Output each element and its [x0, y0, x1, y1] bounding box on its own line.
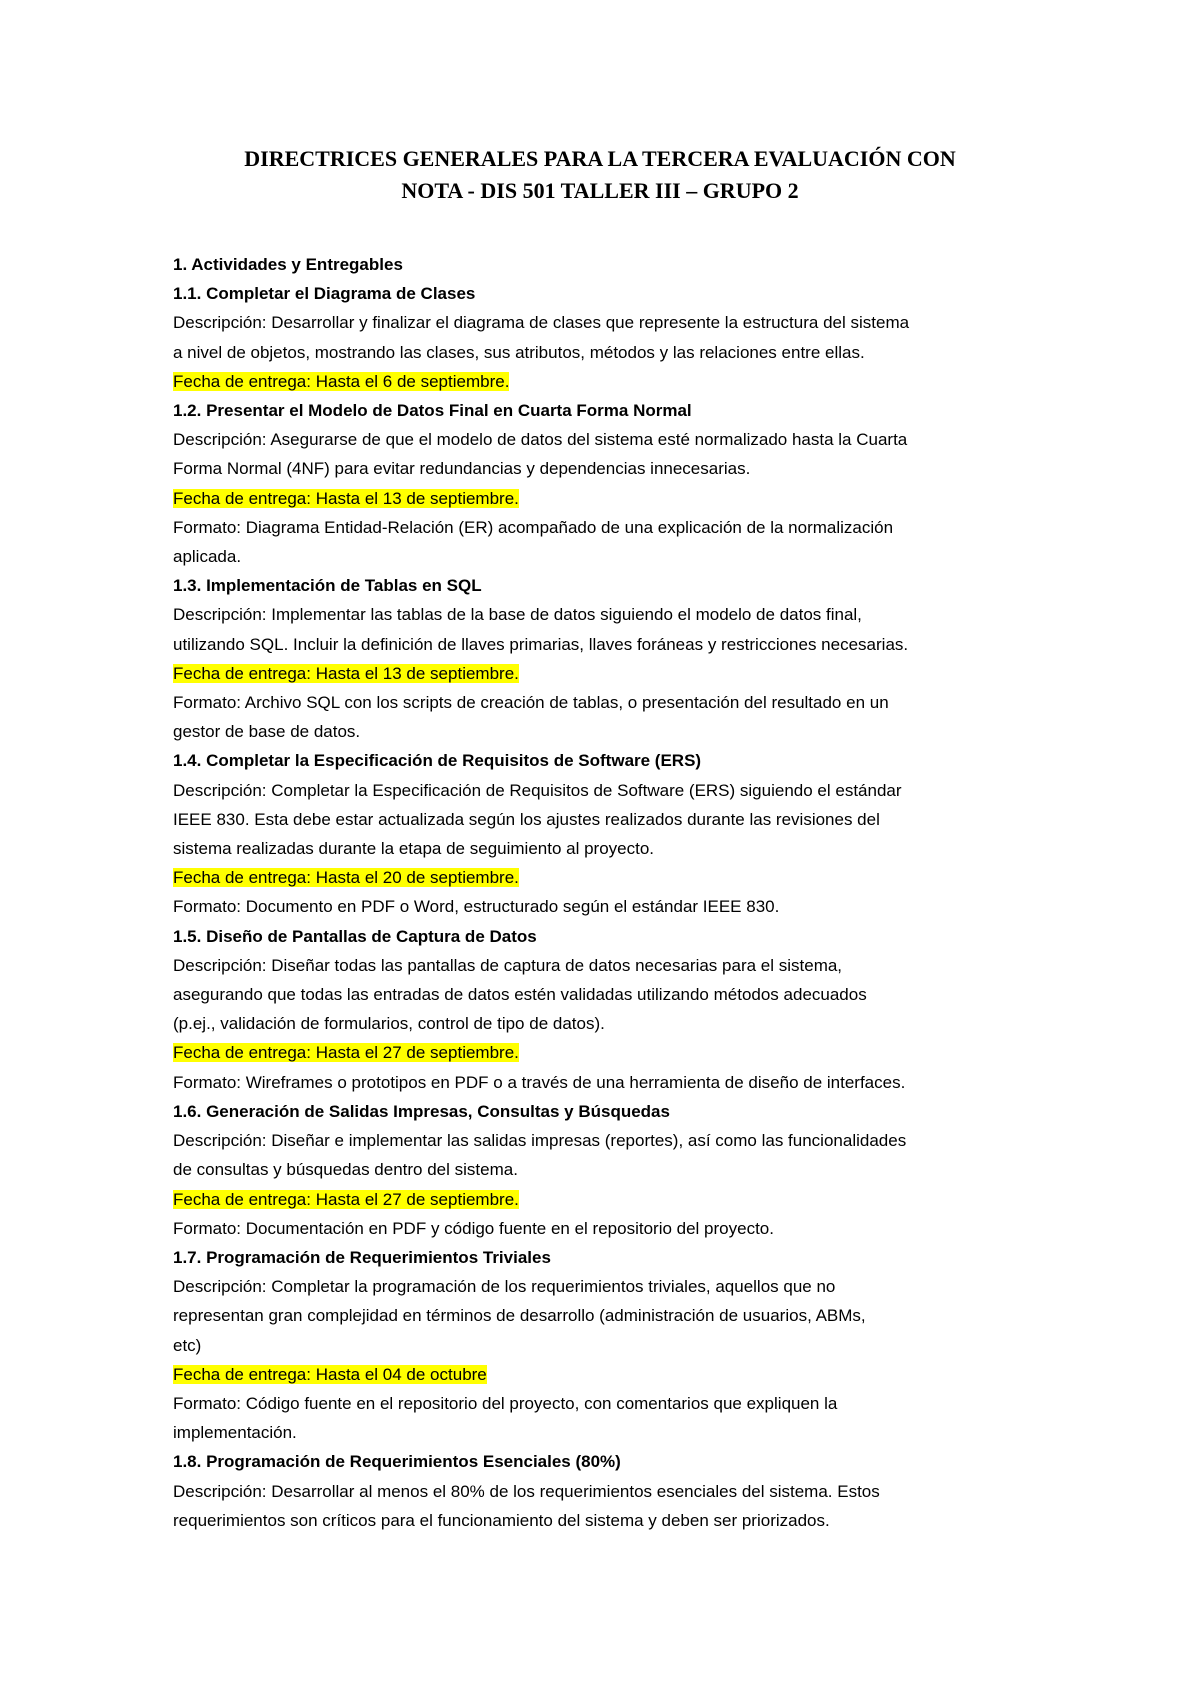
section-heading: 1. Actividades y Entregables: [173, 255, 403, 274]
activity-list: [173, 279, 1035, 1535]
activity-item: [173, 1097, 1035, 1243]
activity-format-line: Formato: Wireframes o prototipos en PDF o a través de una herramienta de diseño de interfaces.: [173, 1072, 906, 1092]
activity-item: [173, 396, 1035, 571]
activity-description-line: Descripción: Completar la Especificación de Requisitos de Software (ERS) siguiendo el estándar: [173, 780, 902, 800]
activity-item: [173, 922, 1035, 1097]
activity-description-line: (p.ej., validación de formularios, control de tipo de datos).: [173, 1014, 605, 1034]
activity-description-line: Descripción: Desarrollar y finalizar el diagrama de clases que represente la estructura del sistema: [173, 313, 910, 333]
activity-description-line: utilizando SQL. Incluir la definición de llaves primarias, llaves foráneas y restricciones necesarias.: [173, 634, 909, 654]
deadline-line: [173, 367, 1035, 396]
activity-item: [173, 1243, 1035, 1447]
activity-description-line: Descripción: Diseñar todas las pantallas de captura de datos necesarias para el sistema,: [173, 955, 843, 975]
deadline-line: [173, 659, 1035, 688]
deadline-line: [173, 863, 1035, 892]
activity-format-line: Formato: Documentación en PDF y código fuente en el repositorio del proyecto.: [173, 1218, 774, 1238]
deadline-line: [173, 1038, 1035, 1067]
title-line-1: DIRECTRICES GENERALES PARA LA TERCERA EVALUACIÓN CON: [244, 146, 956, 171]
activity-description-line: Descripción: Implementar las tablas de la base de datos siguiendo el modelo de datos final,: [173, 605, 862, 625]
document-body: [173, 250, 1035, 1535]
deadline-highlight: Fecha de entrega: Hasta el 27 de septiembre.: [173, 1189, 519, 1209]
activity-description-line: Forma Normal (4NF) para evitar redundancias y dependencias innecesarias.: [173, 459, 751, 479]
activity-format-line: aplicada.: [173, 547, 242, 567]
activity-heading: 1.8. Programación de Requerimientos Esenciales (80%): [173, 1452, 621, 1472]
activity-description-line: a nivel de objetos, mostrando las clases, sus atributos, métodos y las relaciones entre ellas.: [173, 342, 865, 362]
activity-description-line: Descripción: Completar la programación de los requerimientos triviales, aquellos que no: [173, 1277, 836, 1297]
activity-format-line: Formato: Diagrama Entidad-Relación (ER) acompañado de una explicación de la normalización: [173, 517, 894, 537]
deadline-line: [173, 1360, 1035, 1389]
activity-heading: 1.2. Presentar el Modelo de Datos Final en Cuarta Forma Normal: [173, 401, 692, 421]
deadline-highlight: Fecha de entrega: Hasta el 27 de septiembre.: [173, 1043, 519, 1063]
activity-format-line: implementación.: [173, 1423, 297, 1443]
activity-heading: 1.5. Diseño de Pantallas de Captura de Datos: [173, 926, 537, 946]
activity-description-line: sistema realizadas durante la etapa de seguimiento al proyecto.: [173, 839, 655, 859]
activity-item: [173, 279, 1035, 396]
deadline-highlight: Fecha de entrega: Hasta el 20 de septiembre.: [173, 868, 519, 888]
activity-heading: 1.4. Completar la Especificación de Requisitos de Software (ERS): [173, 751, 702, 771]
deadline-highlight: Fecha de entrega: Hasta el 04 de octubre: [173, 1364, 487, 1384]
activity-heading: 1.1. Completar el Diagrama de Clases: [173, 284, 476, 304]
activity-description-line: requerimientos son críticos para el funcionamiento del sistema y deben ser priorizados.: [173, 1510, 830, 1530]
deadline-highlight: Fecha de entrega: Hasta el 6 de septiembre.: [173, 371, 510, 391]
title-line-2: NOTA - DIS 501 TALLER III – GRUPO 2: [401, 178, 799, 203]
activity-description-line: Descripción: Diseñar e implementar las salidas impresas (reportes), así como las funcionalidades: [173, 1131, 907, 1151]
activity-description-line: asegurando que todas las entradas de datos estén validadas utilizando métodos adecuados: [173, 985, 867, 1005]
activity-heading: 1.7. Programación de Requerimientos Triviales: [173, 1247, 551, 1267]
activity-description-line: Descripción: Desarrollar al menos el 80% de los requerimientos esenciales del sistema. Estos: [173, 1481, 880, 1501]
activity-item: [173, 746, 1035, 921]
deadline-highlight: Fecha de entrega: Hasta el 13 de septiembre.: [173, 488, 519, 508]
deadline-line: [173, 1185, 1035, 1214]
activity-format-line: Formato: Código fuente en el repositorio del proyecto, con comentarios que expliquen la: [173, 1393, 838, 1413]
activity-description-line: etc): [173, 1335, 202, 1355]
activity-description-line: Descripción: Asegurarse de que el modelo de datos del sistema esté normalizado hasta la Cuarta: [173, 430, 908, 450]
activity-description-line: representan gran complejidad en términos de desarrollo (administración de usuarios, ABMs,: [173, 1306, 866, 1326]
activity-format-line: gestor de base de datos.: [173, 722, 361, 742]
activity-item: [173, 1447, 1035, 1535]
activity-heading: 1.3. Implementación de Tablas en SQL: [173, 576, 482, 596]
activity-description-line: IEEE 830. Esta debe estar actualizada según los ajustes realizados durante las revisiones del: [173, 809, 880, 829]
deadline-line: [173, 484, 1035, 513]
activity-description-line: de consultas y búsquedas dentro del sistema.: [173, 1160, 518, 1180]
activity-item: [173, 571, 1035, 746]
deadline-highlight: Fecha de entrega: Hasta el 13 de septiembre.: [173, 663, 519, 683]
activity-format-line: Formato: Documento en PDF o Word, estructurado según el estándar IEEE 830.: [173, 897, 780, 917]
document-title: [150, 143, 1050, 207]
activity-heading: 1.6. Generación de Salidas Impresas, Consultas y Búsquedas: [173, 1101, 670, 1121]
activity-format-line: Formato: Archivo SQL con los scripts de creación de tablas, o presentación del resultado en un: [173, 693, 889, 713]
